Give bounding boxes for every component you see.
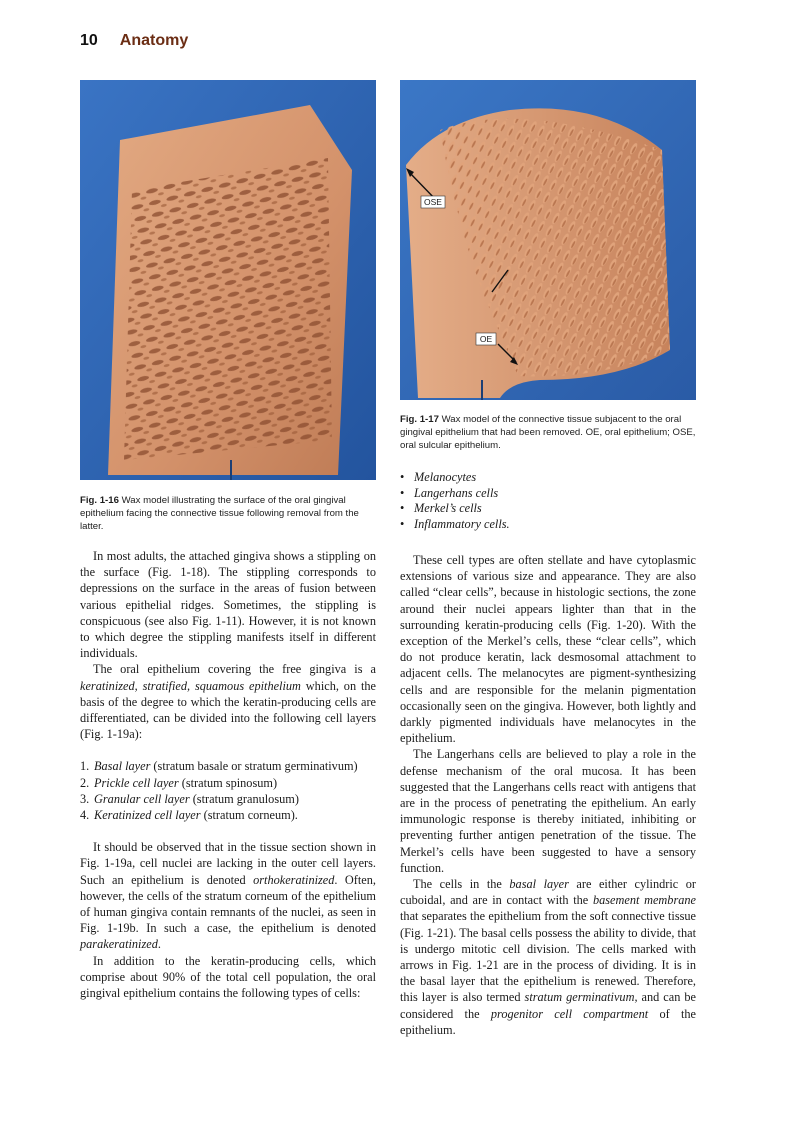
figure-1-16-caption-text: Wax model illustrating the surface of the oral gingival epithelium facing the connective tissue following removal from the latter. xyxy=(80,495,359,532)
list-item: 3. Granular cell layer (stratum granulosum) xyxy=(80,791,299,806)
paragraph-basal-layer: The cells in the basal layer are either cylindric or cuboidal, and are in contact with the basement membrane that separates the epithelium from the soft connective tissue (Fig. 1-21). The basal cells possess the ability to divide, that is undergo mitotic cell division. The cells marked with arrows in Fig. 1-21 are in the process of dividing. It is in the basal layer that the epithelium is renewed. Therefore, this layer is also termed stratum germinativum, and can be considered the progenitor cell compartment of the epithelium. xyxy=(400,877,697,1037)
paragraph-clear-cells: These cell types are often stellate and have cytoplasmic extensions of various size and appearance. They are also called “clear cells”, because in histologic sections, the zone around their nuclei appears lighter than that in the surrounding keratin-producing cells (Fig. 1-20). With the exception of the Merkel’s cells, these “clear cells”, which do not produce keratin, lack desmosomal attachment to adjacent cells. The melanocytes are pigment-synthesizing cells and are responsible for the melanin pigmentation occasionally seen on the gingiva. However, both lightly and darkly pigmented individuals have melanocytes in the epithelium. xyxy=(400,553,696,746)
list-item: 4. Keratinized cell layer (stratum corneum). xyxy=(80,808,298,823)
list-item: 1. Basal layer (stratum basale or stratum germinativum) xyxy=(80,759,358,774)
list-item: • Merkel’s cells xyxy=(400,501,696,517)
list-item: • Langerhans cells xyxy=(400,486,696,502)
paragraph-stippling: In most adults, the attached gingiva shows a stippling on the surface (Fig. 1-18). The stippling corresponds to depressions on the surface in the areas of fusion between various epithelial ridges. Sometimes, the stippling is conspicuous (see also Fig. 1-11). However, it is not known to which degree the stippling manifests itself in different individuals. xyxy=(80,549,376,661)
page-number: 10 xyxy=(80,32,98,49)
figure-1-17-image xyxy=(400,80,696,400)
paragraph-oral-epithelium: The oral epithelium covering the free gingiva is a keratinized, stratified, squamous epithelium which, on the basis of the degree to which the keratin-producing cells are differentiated, can be divided into the following cell layers (Fig. 1-19a): xyxy=(80,662,376,742)
figure-1-16-label: Fig. 1-16 xyxy=(80,495,119,506)
figure-1-17-caption xyxy=(400,413,700,452)
list-item: • Melanocytes xyxy=(400,470,696,486)
oe-marker-label: OE xyxy=(479,334,493,344)
ose-marker-label: OSE xyxy=(424,197,442,207)
list-item: • Inflammatory cells. xyxy=(400,517,696,533)
paragraph-langerhans: The Langerhans cells are believed to play a role in the defense mechanism of the oral mucosa. It has been suggested that the Langerhans cells react with antigens that are in the process of penetrating the epithelium. An early immunologic response is thereby initiated, inhibiting or preventing further antigen penetration of the tissue. The Merkel’s cells have been suggested to have a sensory function. xyxy=(400,747,696,875)
paragraph-keratinization: It should be observed that in the tissue section shown in Fig. 1-19a, cell nuclei are lacking in the outer cell layers. Such an epithelium is denoted orthokeratinized. Often, however, the cells of the stratum corneum of the epithelium of human gingiva contain remnants of the nuclei, as seen in Fig. 1-19b. In such a case, the epithelium is denoted parakeratinized. xyxy=(80,840,376,952)
figure-1-17-label: Fig. 1-17 xyxy=(400,414,439,425)
cell-types-list xyxy=(400,470,696,532)
figure-1-16-caption xyxy=(80,494,376,533)
wax-model-epithelium-illustration xyxy=(80,80,376,480)
running-header xyxy=(80,32,188,60)
left-text-column xyxy=(80,548,376,1001)
wax-model-connective-tissue-illustration xyxy=(400,80,696,400)
cell-layers-list xyxy=(80,758,376,823)
chapter-title: Anatomy xyxy=(119,32,189,49)
figure-1-16-image xyxy=(80,80,376,480)
figure-1-17-caption-text: Wax model of the connective tissue subjacent to the oral gingival epithelium that had been removed. OE, oral epithelium; OSE, oral sulcular epithelium. xyxy=(400,414,696,451)
paragraph-cell-population: In addition to the keratin-producing cells, which comprise about 90% of the total cell population, the oral gingival epithelium contains the following types of cells: xyxy=(80,953,376,1001)
right-text-column xyxy=(400,552,696,1038)
list-item: 2. Prickle cell layer (stratum spinosum) xyxy=(80,775,278,790)
